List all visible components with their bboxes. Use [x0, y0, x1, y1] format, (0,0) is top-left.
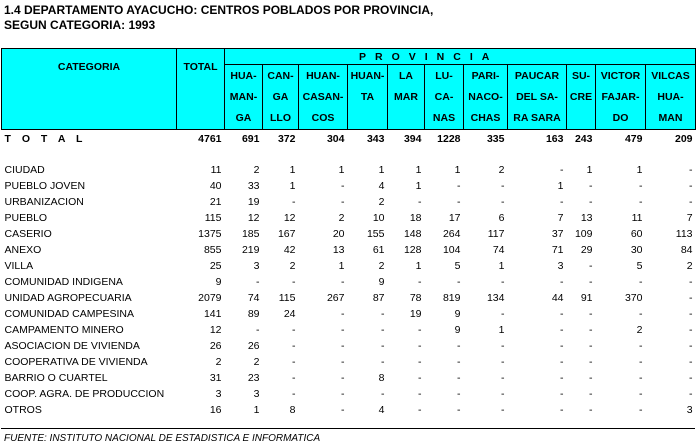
cell-value: -	[689, 340, 693, 352]
header-province-line: CRE	[569, 91, 593, 103]
cell-value: 163	[545, 133, 564, 145]
cell-value: -	[457, 356, 461, 368]
table-row	[2, 402, 696, 418]
cell-value: -	[418, 196, 422, 208]
cell-value: -	[589, 356, 593, 368]
header-province-line: CAN-	[267, 70, 294, 82]
cell-value: 5	[636, 260, 643, 272]
cell-value: -	[457, 180, 461, 192]
cell-value: 148	[403, 228, 422, 240]
cell-value: -	[341, 372, 345, 384]
cell-value: -	[292, 372, 296, 384]
cell-value: -	[501, 388, 505, 400]
table-row	[2, 242, 696, 258]
cell-value: 691	[241, 133, 260, 145]
header-province-line: GA	[272, 91, 289, 103]
row-label: URBANIZACION	[4, 196, 84, 208]
cell-value: 267	[326, 292, 345, 304]
cell-value: 29	[580, 244, 593, 256]
header-province-line: RA SARA	[513, 112, 561, 124]
header-province-line: HUA-	[230, 70, 257, 82]
header-province	[299, 65, 348, 130]
cell-value: -	[560, 164, 564, 176]
cell-value: 33	[247, 180, 260, 192]
cell-value: -	[689, 196, 693, 208]
data-table	[1, 48, 696, 418]
header-province-line: HUA-	[657, 91, 684, 103]
cell-value: 71	[551, 244, 564, 256]
cell-value: 5	[454, 260, 461, 272]
header-province-line: SU-	[571, 70, 591, 82]
cell-value: -	[501, 404, 505, 416]
header-province-line: MAN-	[229, 91, 258, 103]
cell-value: -	[457, 404, 461, 416]
cell-value: -	[589, 340, 593, 352]
cell-value: 17	[448, 212, 461, 224]
header-province-line: VILCAS	[651, 70, 690, 82]
cell-value: 1	[415, 180, 422, 192]
cell-value: 141	[203, 308, 222, 320]
header-province-line: PAUCAR	[514, 70, 560, 82]
cell-value: 219	[241, 244, 260, 256]
cell-value: 115	[204, 212, 222, 224]
cell-value: -	[381, 356, 385, 368]
cell-value: -	[589, 308, 593, 320]
cell-value: -	[292, 276, 296, 288]
cell-value: -	[689, 292, 693, 304]
cell-value: -	[381, 340, 385, 352]
cell-value: 9	[378, 276, 385, 288]
cell-value: -	[341, 404, 345, 416]
cell-value: 1	[415, 164, 422, 176]
cell-value: 9	[454, 324, 461, 336]
source-footnote: FUENTE: INSTITUTO NACIONAL DE ESTADISTICA E INFORMATICA	[4, 433, 321, 444]
cell-value: -	[457, 340, 461, 352]
cell-value: 78	[409, 292, 422, 304]
cell-value: 4	[378, 180, 385, 192]
cell-value: 1	[289, 180, 296, 192]
table-row	[2, 258, 696, 274]
cell-value: 343	[366, 133, 385, 145]
cell-value: 243	[574, 133, 593, 145]
header-province-line: LA	[399, 70, 413, 82]
cell-value: 370	[624, 292, 643, 304]
cell-value: -	[457, 196, 461, 208]
cell-value: -	[589, 180, 593, 192]
cell-value: -	[639, 340, 643, 352]
title-line-1: 1.4 DEPARTAMENTO AYACUCHO: CENTROS POBLADOS POR PROVINCIA,	[4, 3, 434, 17]
cell-value: 87	[372, 292, 385, 304]
header-province	[567, 65, 596, 130]
cell-value: 40	[209, 180, 222, 192]
cell-value: 19	[247, 196, 260, 208]
cell-value: 479	[624, 133, 643, 145]
cell-value: 372	[277, 133, 296, 145]
cell-value: -	[381, 308, 385, 320]
cell-value: -	[689, 388, 693, 400]
cell-value: 264	[442, 228, 461, 240]
cell-value: 209	[675, 133, 693, 145]
cell-value: -	[560, 340, 564, 352]
cell-value: 117	[487, 228, 505, 240]
cell-value: -	[589, 196, 593, 208]
cell-value: -	[560, 276, 564, 288]
cell-value: 11	[631, 212, 643, 224]
cell-value: -	[381, 324, 385, 336]
cell-value: 1	[253, 404, 260, 416]
cell-value: 8	[378, 372, 385, 384]
title-line-2: SEGUN CATEGORIA: 1993	[4, 18, 156, 32]
cell-value: -	[341, 308, 345, 320]
total-row	[2, 130, 696, 149]
cell-value: -	[639, 388, 643, 400]
cell-value: -	[292, 356, 296, 368]
cell-value: 304	[326, 133, 345, 145]
header-province-line: GA	[235, 112, 252, 124]
cell-value: 16	[209, 404, 222, 416]
cell-value: 2	[686, 260, 693, 272]
cell-value: 74	[247, 292, 260, 304]
cell-value: -	[256, 324, 260, 336]
cell-value: 2079	[198, 292, 222, 304]
cell-value: -	[639, 308, 643, 320]
cell-value: 26	[247, 340, 260, 352]
footer-rule	[1, 428, 695, 429]
cell-value: -	[292, 196, 296, 208]
header-province-line: LLO	[270, 112, 291, 124]
table-row	[2, 370, 696, 386]
cell-value: -	[457, 388, 461, 400]
header-province-line: LU-	[435, 70, 453, 82]
header-province-line: CASAN-	[302, 91, 344, 103]
header-province	[225, 65, 263, 130]
cell-value: 819	[442, 292, 461, 304]
cell-value: -	[589, 324, 593, 336]
cell-value: -	[292, 388, 296, 400]
cell-value: 394	[403, 133, 422, 145]
cell-value: -	[381, 388, 385, 400]
cell-value: -	[639, 372, 643, 384]
cell-value: -	[560, 324, 564, 336]
row-label: COMUNIDAD CAMPESINA	[4, 308, 135, 320]
cell-value: -	[560, 308, 564, 320]
header-province-line: CHAS	[470, 112, 501, 124]
cell-value: -	[560, 388, 564, 400]
row-label: OTROS	[4, 404, 42, 416]
cell-value: 3	[557, 260, 564, 272]
cell-value: 91	[580, 292, 593, 304]
cell-value: 2	[215, 356, 222, 368]
cell-value: 11	[210, 164, 222, 176]
table-row	[2, 338, 696, 354]
cell-value: 1	[415, 260, 422, 272]
cell-value: -	[418, 324, 422, 336]
table-row	[2, 306, 696, 322]
cell-value: -	[341, 324, 345, 336]
header-province	[388, 65, 425, 130]
header-province-line: MAR	[394, 91, 418, 103]
header-province-line: DEL SA-	[516, 91, 558, 103]
header-province-line: DO	[612, 112, 629, 124]
cell-value: -	[639, 196, 643, 208]
row-label: COOPERATIVA DE VIVIENDA	[4, 356, 148, 368]
cell-value: -	[292, 340, 296, 352]
row-label: ANEXO	[4, 244, 42, 256]
cell-value: -	[256, 276, 260, 288]
table-row	[2, 274, 696, 290]
table-row	[2, 386, 696, 402]
cell-value: 855	[203, 244, 222, 256]
cell-value: 19	[409, 308, 422, 320]
row-label: PUEBLO JOVEN	[4, 180, 86, 192]
cell-value: -	[418, 404, 422, 416]
cell-value: 18	[409, 212, 422, 224]
cell-value: -	[689, 180, 693, 192]
cell-value: 42	[283, 244, 296, 256]
table-row	[2, 162, 696, 178]
cell-value: -	[560, 372, 564, 384]
header-total: TOTAL	[177, 49, 225, 130]
header-province-line: FAJAR-	[601, 91, 640, 103]
cell-value: 4761	[198, 133, 222, 145]
cell-value: 6	[498, 212, 505, 224]
cell-value: -	[418, 388, 422, 400]
cell-value: 7	[686, 212, 693, 224]
cell-value: 1	[498, 260, 505, 272]
table-title	[4, 3, 433, 33]
row-label: BARRIO O CUARTEL	[4, 372, 108, 384]
row-label: PUEBLO	[4, 212, 48, 224]
header-province-line: CA-	[434, 91, 454, 103]
cell-value: -	[418, 356, 422, 368]
cell-value: -	[689, 324, 693, 336]
cell-value: 115	[278, 292, 296, 304]
row-label: UNIDAD AGROPECUARIA	[4, 292, 132, 304]
row-label: CASERIO	[4, 228, 52, 240]
header-categoria: CATEGORIA	[2, 49, 177, 130]
table-row	[2, 354, 696, 370]
cell-value: 60	[630, 228, 643, 240]
table-row	[2, 290, 696, 306]
header-province-line: NACO-	[468, 91, 503, 103]
header-province-line: HUAN-	[306, 70, 340, 82]
header-province-line: HUAN-	[350, 70, 385, 82]
table-row	[2, 226, 696, 242]
cell-value: 30	[630, 244, 643, 256]
header-province	[348, 65, 388, 130]
header-province	[425, 65, 464, 130]
cell-value: 113	[675, 228, 693, 240]
cell-value: 9	[454, 308, 461, 320]
header-provincia: PROVINCIA	[225, 49, 696, 65]
cell-value: -	[589, 372, 593, 384]
header-province-line: TA	[360, 91, 375, 103]
cell-value: 7	[557, 212, 564, 224]
cell-value: 37	[551, 228, 564, 240]
cell-value: 155	[366, 228, 385, 240]
cell-value: -	[589, 260, 593, 272]
cell-value: 2	[253, 356, 260, 368]
cell-value: -	[457, 276, 461, 288]
header-province	[263, 65, 299, 130]
cell-value: -	[341, 356, 345, 368]
cell-value: -	[639, 276, 643, 288]
cell-value: 44	[551, 292, 564, 304]
cell-value: 128	[403, 244, 422, 256]
table-row	[2, 194, 696, 210]
cell-value: 1	[557, 180, 564, 192]
header-province-line: NAS	[432, 112, 456, 124]
cell-value: 13	[580, 212, 593, 224]
row-label: T O T A L	[4, 133, 87, 145]
cell-value: 31	[209, 372, 222, 384]
cell-value: -	[560, 356, 564, 368]
cell-value: -	[341, 388, 345, 400]
cell-value: 2	[253, 164, 260, 176]
cell-value: -	[341, 196, 345, 208]
cell-value: 104	[442, 244, 461, 256]
cell-value: -	[589, 404, 593, 416]
cell-value: -	[341, 180, 345, 192]
header-province	[464, 65, 508, 130]
cell-value: 2	[636, 324, 643, 336]
cell-value: -	[560, 196, 564, 208]
cell-value: 4	[378, 404, 385, 416]
cell-value: -	[501, 372, 505, 384]
cell-value: -	[501, 308, 505, 320]
cell-value: 24	[283, 308, 296, 320]
cell-value: 1	[636, 164, 643, 176]
cell-value: -	[501, 340, 505, 352]
row-label: COMUNIDAD INDIGENA	[4, 276, 123, 288]
cell-value: 25	[209, 260, 222, 272]
cell-value: 23	[247, 372, 260, 384]
row-label: ASOCIACION DE VIVIENDA	[4, 340, 140, 352]
cell-value: 12	[283, 212, 296, 224]
cell-value: 185	[241, 228, 260, 240]
cell-value: 1	[586, 164, 593, 176]
cell-value: -	[639, 180, 643, 192]
cell-value: -	[418, 372, 422, 384]
cell-value: 9	[215, 276, 222, 288]
table-row	[2, 210, 696, 226]
cell-value: -	[418, 340, 422, 352]
cell-value: 2	[498, 164, 505, 176]
cell-value: -	[589, 388, 593, 400]
cell-value: 2	[289, 260, 296, 272]
cell-value: -	[589, 276, 593, 288]
cell-value: 167	[277, 228, 296, 240]
header-province-line: PARI-	[471, 70, 500, 82]
cell-value: 1	[289, 164, 296, 176]
cell-value: -	[560, 404, 564, 416]
header-province	[646, 65, 696, 130]
cell-value: 89	[247, 308, 260, 320]
cell-value: -	[292, 324, 296, 336]
cell-value: 335	[486, 133, 505, 145]
cell-value: 1	[498, 324, 505, 336]
cell-value: -	[501, 196, 505, 208]
cell-value: 10	[372, 212, 385, 224]
header-province	[596, 65, 646, 130]
cell-value: 109	[574, 228, 593, 240]
cell-value: 1	[338, 260, 345, 272]
cell-value: 13	[332, 244, 345, 256]
cell-value: -	[639, 404, 643, 416]
cell-value: 84	[680, 244, 693, 256]
cell-value: 2	[378, 196, 385, 208]
cell-value: 2	[338, 212, 345, 224]
cell-value: 12	[209, 324, 222, 336]
cell-value: 20	[332, 228, 345, 240]
cell-value: 3	[253, 260, 260, 272]
cell-value: -	[501, 180, 505, 192]
cell-value: -	[689, 356, 693, 368]
cell-value: 1	[454, 164, 461, 176]
cell-value: 26	[209, 340, 222, 352]
cell-value: 61	[372, 244, 385, 256]
cell-value: -	[418, 276, 422, 288]
cell-value: 3	[253, 388, 260, 400]
row-label: VILLA	[4, 260, 34, 272]
table-row	[2, 178, 696, 194]
cell-value: -	[689, 372, 693, 384]
cell-value: 3	[215, 388, 222, 400]
cell-value: 1228	[437, 133, 461, 145]
header-province-line: VICTOR	[600, 70, 641, 82]
cell-value: -	[457, 372, 461, 384]
cell-value: 74	[492, 244, 505, 256]
cell-value: -	[689, 276, 693, 288]
header-province-line: MAN	[658, 112, 683, 124]
cell-value: -	[501, 356, 505, 368]
row-label: COOP. AGRA. DE PRODUCCION	[4, 388, 165, 400]
cell-value: 1	[338, 164, 345, 176]
cell-value: -	[639, 356, 643, 368]
cell-value: -	[341, 276, 345, 288]
cell-value: 1	[378, 164, 385, 176]
header-province-line: COS	[311, 112, 335, 124]
cell-value: 1375	[198, 228, 222, 240]
cell-value: 8	[289, 404, 296, 416]
cell-value: 12	[247, 212, 260, 224]
cell-value: 2	[378, 260, 385, 272]
table-row	[2, 322, 696, 338]
row-label: CAMPAMENTO MINERO	[4, 324, 124, 336]
cell-value: -	[341, 340, 345, 352]
cell-value: -	[689, 164, 693, 176]
cell-value: -	[501, 276, 505, 288]
cell-value: 134	[486, 292, 505, 304]
cell-value: 21	[209, 196, 222, 208]
cell-value: -	[689, 308, 693, 320]
row-label: CIUDAD	[4, 164, 45, 176]
cell-value: 3	[686, 404, 693, 416]
header-province	[508, 65, 567, 130]
